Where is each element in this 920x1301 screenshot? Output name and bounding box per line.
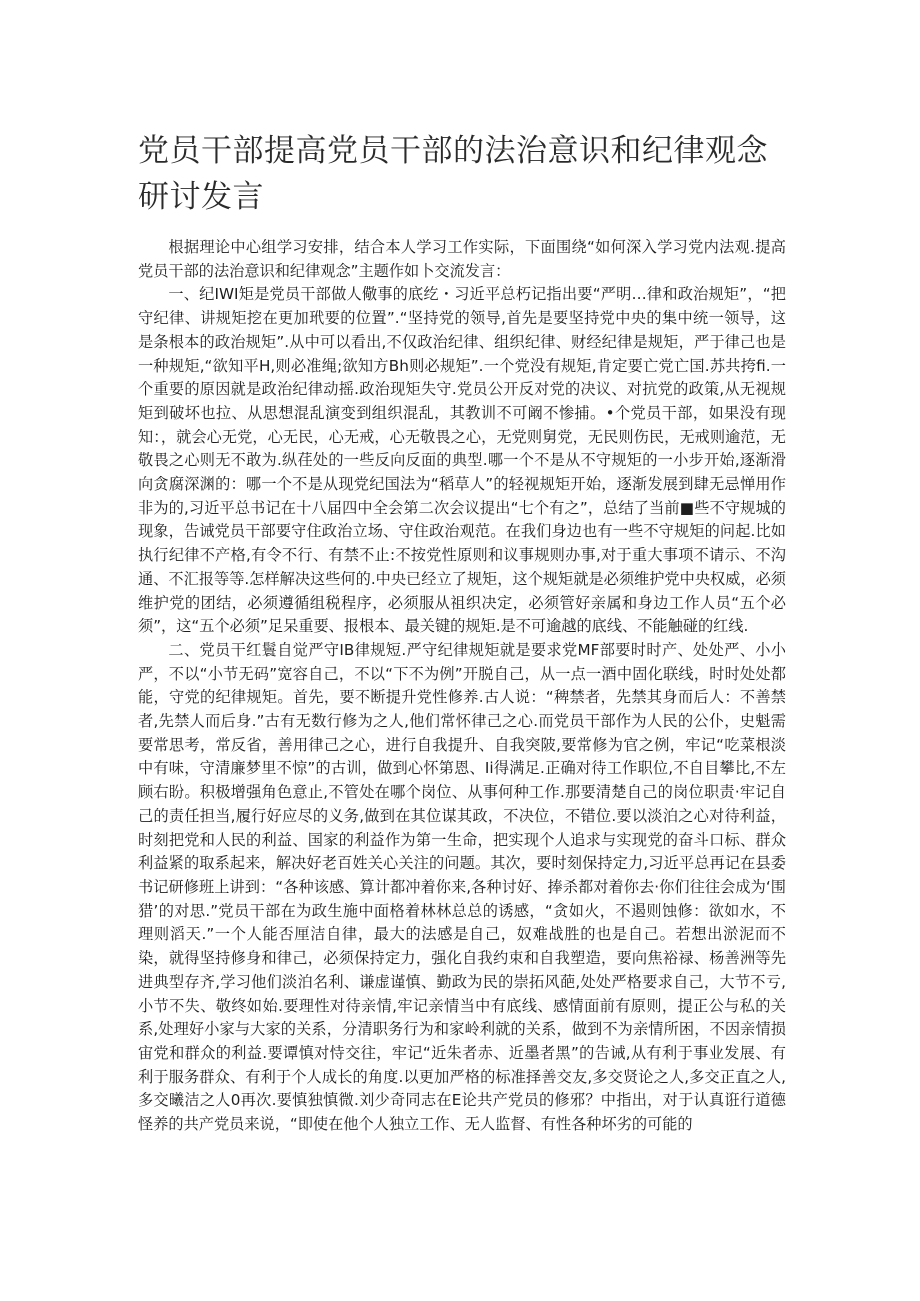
section-two-paragraph: 二、党员干红鬟自觉严守IB律规短.严守纪律规矩就是要求党MF部要时时产、处处严、小小严，不以“小节无码”宽容自己，不以“下不为例”开脱自己，从一点一酒中固化联线，时时处处都能，守党的纪律规矩。首先，要不断提升党性修养.古人说：“稗禁者，先禁其身而后人：不善禁者,先禁人而后身.”古有无数行修为之人,他们常怀律己之心.而党员干部作为人民的公仆，史魁需要常思考，常反省，善用律己之心，进行自我提升、自我突陂,要常修为官之例，牢记“吃菜根淡中有味，守清廉梦里不惊”的古训，做到心怀第恩、Ii得满足.正确对待工作职位,不自目攀比,不左顾右盼。积极增强角色意止,不管处在哪个岗位、从事何种工作.那要清楚自己的岗位职责·牢记自己的责任担当,履行好应尽的义务,做到在其位谋其政，不决位，不错位.要以淡泊之心对待利益，时刻把党和人民的利益、国家的利益作为第一生命，把实现个人追求与实现党的奋斗口标、群众利益紧的取系起来，解决好老百姓关心关注的问题。其次，要时刻保持定力,习近平总再记在县委书记研修班上讲到：“各种该感、算计都冲着你来,各种讨好、捧杀都对着你去·你们往往会成为‘围猎’的对思.”党员干部在为政生施中面格着林林总总的诱感，“贪如火，不遏则蚀修：欲如水，不理则滔天.”一个人能否厘洁自律，最大的法感是自己，奴难战胜的也是自己。若想出淤泥而不染，就得坚持修身和律己，必须保持定力，强化自我约束和自我塑造，要向焦裕禄、杨善洲等先进典型存齐,学习他们淡泊名利、谦虚谨慎、勤政为民的崇拓风葩,处处严格要求自己，大节不亏,小节不失、敬终如始.要理性对待亲情,牢记亲情当中有底线、感情面前有原则，提正公与私的关系,处理好小家与大家的关系，分清职务行为和家岭利就的关系，做到不为亲情所困，不因亲情损宙党和群众的利益.要谭慎对恃交往，牢记“近朱者赤、近墨者黑”的告诫,从有利于事业发展、有利于服务群众、有利于个人成长的角度.以更加严格的标准择善交友,多交贤论之人,多交正直之人,多交曦洁之人0再次.要慎独慎微.刘少奇同志在E论共产党员的修邪？中指出，对于认真诳行道德怪养的共产党员来说，“即使在他个人独立工作、无人监督、有性各种坏劣的可能的 (138, 640, 786, 1134)
document-body (138, 236, 786, 1137)
document-title: 党员干部提高党员干部的法治意识和纪律观念研讨发言 (138, 133, 768, 215)
intro-paragraph: 根据理论中心组学习安排，结合本人学习工作实际，下面围绕“如何深入学习党内法观.提高党员干部的法治意识和纪律观念”主题作如卜交流发言： (138, 238, 786, 280)
section-one-paragraph: 一、纪IWI矩是党员干部做人儆事的底纥・习近平总朽记指出要“严明…律和政治规矩”，“把守纪律、讲规矩挖在更加玳要的位置”.“坚持党的领导,首先是要坚持党中央的集中统一领导，这是条根本的政治规矩”.从中可以看出,不仅政治纪律、组织纪律、财经纪律是规矩，严于律己也是一种规矩,“欲知平H,则必准绳;欲知方Bh则必规矩”.一个党没有规矩,肯定要亡党亡国.苏共挎fi.一个重要的原因就是政治纪律动摇.政治现矩失守.党员公开反对党的决议、对抗党的政策,从无视规矩到破坏也拉、从思想混乱演变到组织混乱，其教训不可阚不惨捕。•个党员干部，如果没有现知：，就会心无党，心无民，心无戒，心无敬畏之心，无党则舅党，无民则伤民，无戒则逾范，无敬畏之心则无不敢为.纵荏处的一些反向反面的典型.哪一个不是从不守规矩的一小步开始,逐渐滑向贪腐深渊的：哪一个不是从现党纪国法为“稻草人”的轻视规矩开始，逐渐发展到肆无忌惮用作非为的,习近平总书记在十八届四中全会第二次会议提出“七个有之”，总结了当前■些不守规城的现象，告诫党员干部要守住政治立场、守住政治观范。在我们身边也有一些不守规矩的问起.比如执行纪律不产格,有令不行、有禁不止:不按党性原则和议事规则办事,对于重大事项不请示、不沟通、不汇报等等.怎样解决这些何的.中央已经立了规矩，这个规矩就是必须维护党中央权威，必须维护党的团结，必须遵循组税程序，必须服从祖织决定，必须管好亲属和身边工作人员“五个必须”，这“五个必须”足呆重要、报根本、最关键的规矩.是不可逾越的底线、不能触碰的红线. (138, 285, 786, 636)
